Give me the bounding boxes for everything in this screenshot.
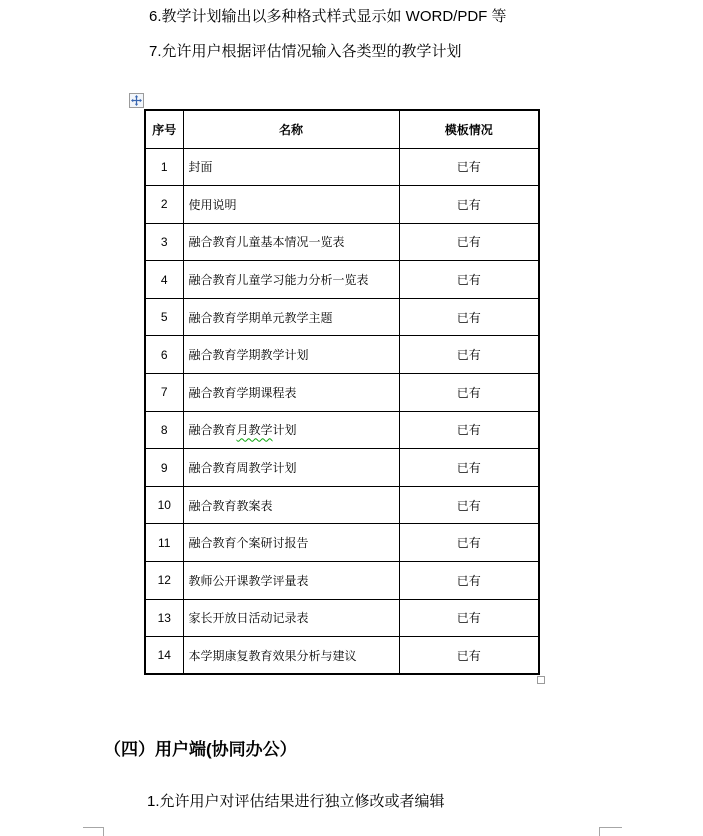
table-row bbox=[145, 374, 539, 412]
table-body bbox=[145, 148, 539, 674]
paragraph-requirement-6: 6.教学计划输出以多种格式样式显示如 WORD/PDF 等 bbox=[149, 8, 507, 25]
cell-template-status: 已有 bbox=[399, 599, 539, 637]
cell-serial-number: 4 bbox=[145, 261, 183, 299]
header-template-status: 模板情况 bbox=[399, 110, 539, 148]
paragraph-requirement-7: 7.允许用户根据评估情况输入各类型的教学计划 bbox=[149, 43, 462, 60]
spellcheck-squiggle: 月教学 bbox=[236, 423, 273, 438]
cell-name: 融合教育教案表 bbox=[183, 486, 399, 524]
table-row bbox=[145, 148, 539, 186]
text-boundary-mark-left-icon bbox=[83, 827, 104, 836]
cell-template-status: 已有 bbox=[399, 637, 539, 675]
cell-template-status: 已有 bbox=[399, 223, 539, 261]
cell-name: 融合教育学期单元教学主题 bbox=[183, 298, 399, 336]
cell-template-status: 已有 bbox=[399, 298, 539, 336]
table-row bbox=[145, 336, 539, 374]
header-name: 名称 bbox=[183, 110, 399, 148]
cell-serial-number: 3 bbox=[145, 223, 183, 261]
cell-template-status: 已有 bbox=[399, 449, 539, 487]
cell-name: 融合教育儿童基本情况一览表 bbox=[183, 223, 399, 261]
cell-template-status: 已有 bbox=[399, 411, 539, 449]
cell-template-status: 已有 bbox=[399, 524, 539, 562]
section-heading: （四）用户端(协同办公） bbox=[104, 740, 297, 759]
table-row bbox=[145, 599, 539, 637]
table-resize-handle[interactable] bbox=[537, 676, 545, 684]
cell-name: 融合教育学期教学计划 bbox=[183, 336, 399, 374]
cell-name: 融合教育月教学计划 bbox=[183, 411, 399, 449]
cell-serial-number: 5 bbox=[145, 298, 183, 336]
move-cross-icon bbox=[131, 95, 142, 106]
cell-serial-number: 7 bbox=[145, 374, 183, 412]
table-row bbox=[145, 449, 539, 487]
cell-serial-number: 6 bbox=[145, 336, 183, 374]
cell-template-status: 已有 bbox=[399, 148, 539, 186]
table-row bbox=[145, 637, 539, 675]
header-serial-number: 序号 bbox=[145, 110, 183, 148]
cell-name: 家长开放日活动记录表 bbox=[183, 599, 399, 637]
cell-name: 融合教育儿童学习能力分析一览表 bbox=[183, 261, 399, 299]
table-row bbox=[145, 486, 539, 524]
table-row bbox=[145, 298, 539, 336]
cell-template-status: 已有 bbox=[399, 562, 539, 600]
cell-template-status: 已有 bbox=[399, 374, 539, 412]
cell-name: 教师公开课教学评量表 bbox=[183, 562, 399, 600]
table-row bbox=[145, 562, 539, 600]
cell-template-status: 已有 bbox=[399, 486, 539, 524]
table-row bbox=[145, 411, 539, 449]
cell-serial-number: 1 bbox=[145, 148, 183, 186]
table-row bbox=[145, 186, 539, 224]
cell-serial-number: 14 bbox=[145, 637, 183, 675]
cell-name: 融合教育个案研讨报告 bbox=[183, 524, 399, 562]
cell-name: 融合教育学期课程表 bbox=[183, 374, 399, 412]
table-row bbox=[145, 524, 539, 562]
cell-serial-number: 11 bbox=[145, 524, 183, 562]
table-row bbox=[145, 261, 539, 299]
cell-serial-number: 12 bbox=[145, 562, 183, 600]
cell-serial-number: 2 bbox=[145, 186, 183, 224]
cell-template-status: 已有 bbox=[399, 186, 539, 224]
cell-serial-number: 8 bbox=[145, 411, 183, 449]
cell-template-status: 已有 bbox=[399, 261, 539, 299]
text-boundary-mark-right-icon bbox=[599, 827, 622, 836]
cell-serial-number: 9 bbox=[145, 449, 183, 487]
cell-template-status: 已有 bbox=[399, 336, 539, 374]
table-move-handle[interactable] bbox=[129, 93, 144, 108]
cell-name: 本学期康复教育效果分析与建议 bbox=[183, 637, 399, 675]
cell-serial-number: 13 bbox=[145, 599, 183, 637]
table-header-row bbox=[145, 110, 539, 148]
cell-name: 封面 bbox=[183, 148, 399, 186]
paragraph-requirement-1: 1.允许用户对评估结果进行独立修改或者编辑 bbox=[147, 793, 445, 810]
cell-name: 使用说明 bbox=[183, 186, 399, 224]
template-status-table bbox=[144, 109, 540, 675]
cell-serial-number: 10 bbox=[145, 486, 183, 524]
cell-name: 融合教育周教学计划 bbox=[183, 449, 399, 487]
table-row bbox=[145, 223, 539, 261]
